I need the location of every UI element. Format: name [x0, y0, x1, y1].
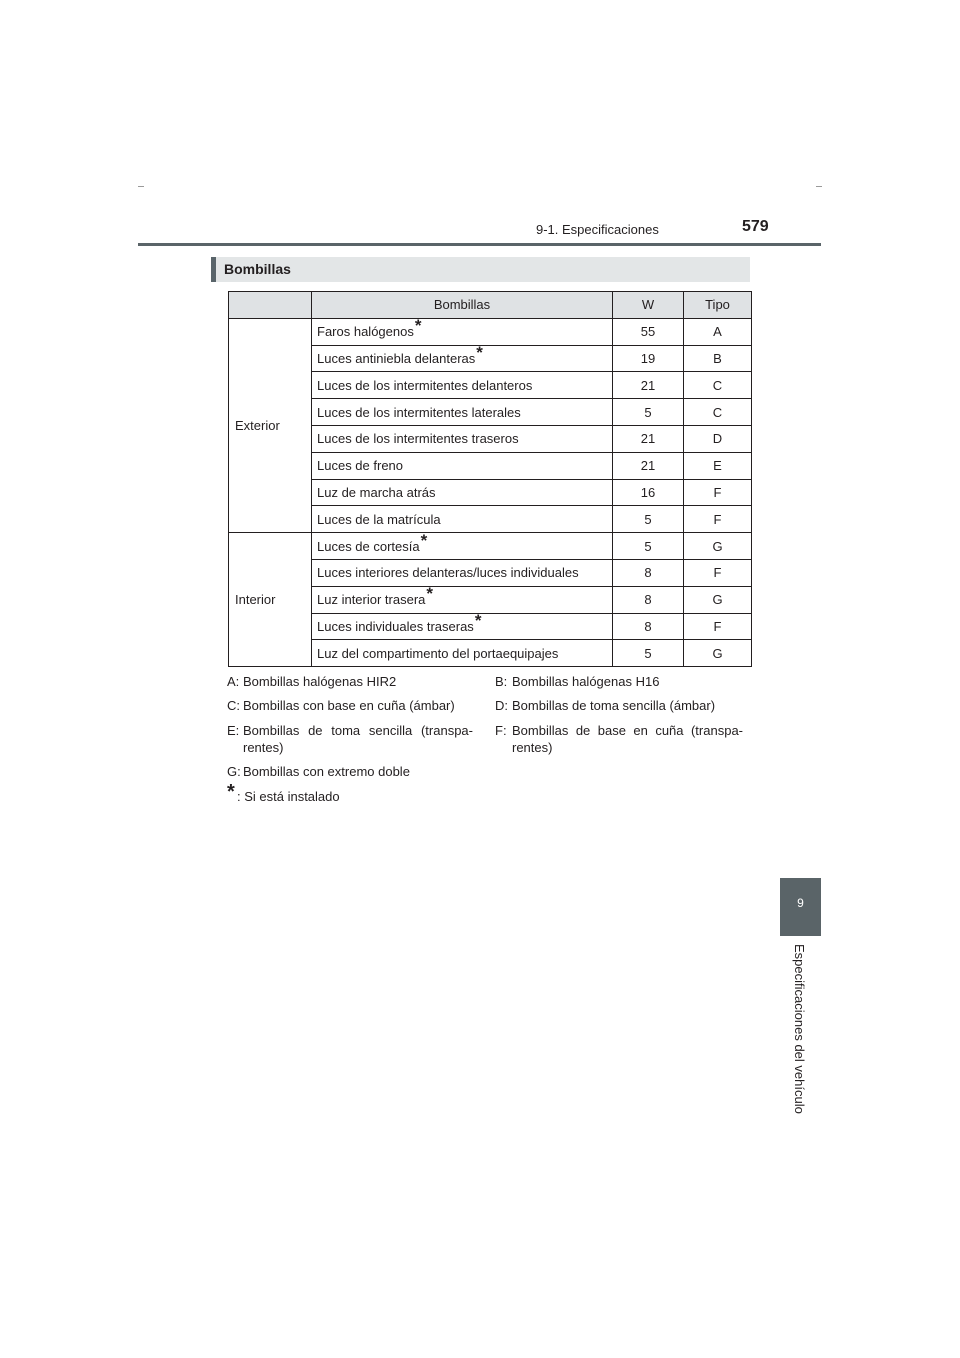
- bulb-name-cell: [312, 530, 613, 560]
- legend-item-a: [227, 673, 477, 690]
- chapter-label: Especificaciones del vehículo: [792, 944, 807, 1114]
- bulb-name: Luces de cortesía: [317, 538, 420, 554]
- table-row: [229, 533, 752, 560]
- type-cell: A: [684, 318, 752, 345]
- watts-cell: 5: [613, 506, 684, 533]
- legend-text-continued: rentes): [512, 740, 553, 755]
- legend-item-b: [495, 673, 750, 690]
- watts-cell: 21: [613, 425, 684, 452]
- bulb-name: Luces de la matrícula: [317, 511, 441, 527]
- legend-text: Bombillas de toma sencilla (transpa-: [243, 723, 473, 738]
- section-title: Bombillas: [224, 261, 291, 277]
- watts-cell: 8: [613, 613, 684, 640]
- section-heading-bar: [211, 257, 750, 282]
- type-cell: G: [684, 586, 752, 613]
- legend-key: B:: [495, 674, 508, 689]
- chapter-number: 9: [797, 896, 804, 910]
- bulb-name-cell: [312, 640, 613, 667]
- bulb-name-cell: [312, 372, 613, 399]
- legend-text: Bombillas halógenas H16: [512, 674, 660, 689]
- type-cell: F: [684, 506, 752, 533]
- watts-cell: 8: [613, 559, 684, 586]
- legend-key: D:: [495, 698, 508, 713]
- group-label-interior: Interior: [229, 533, 312, 667]
- bulb-name: Luces de freno: [317, 458, 404, 474]
- legend-text: Bombillas de toma sencilla (ámbar): [512, 698, 716, 713]
- legend-item-e: [227, 722, 477, 756]
- type-cell: G: [684, 533, 752, 560]
- watts-cell: 5: [613, 533, 684, 560]
- legend-item-f: [495, 722, 750, 756]
- type-cell: C: [684, 399, 752, 426]
- installed-note-asterisk: *: [420, 530, 428, 550]
- bulbs-table: [228, 291, 752, 667]
- legend-text: Bombillas de base en cuña (transpa-: [512, 723, 743, 738]
- bulb-name-cell: [312, 452, 613, 479]
- bulb-name-cell: [312, 610, 613, 640]
- legend-asterisk: *: [227, 781, 235, 803]
- watts-cell: 5: [613, 399, 684, 426]
- watts-cell: 8: [613, 586, 684, 613]
- bulb-name: Luz del compartimento del portaequipajes: [317, 645, 559, 661]
- type-cell: F: [684, 613, 752, 640]
- watts-cell: 21: [613, 372, 684, 399]
- legend-text: Bombillas con extremo doble: [243, 764, 410, 779]
- column-header-type: Tipo: [684, 292, 752, 319]
- type-cell: G: [684, 640, 752, 667]
- legend-item-installed-note: [227, 781, 477, 806]
- watts-cell: 19: [613, 345, 684, 372]
- bulb-name: Luces interiores delanteras/luces individuales: [317, 565, 579, 581]
- watts-cell: 55: [613, 318, 684, 345]
- legend-key: A:: [227, 674, 240, 689]
- chapter-tab: [780, 878, 821, 936]
- bulb-name: Faros halógenos: [317, 324, 414, 340]
- type-cell: B: [684, 345, 752, 372]
- type-cell: D: [684, 425, 752, 452]
- table-row: [229, 318, 752, 345]
- legend-text-continued: rentes): [243, 740, 284, 755]
- legend-item-c: [227, 697, 477, 714]
- bulb-name-cell: [312, 342, 613, 372]
- watts-cell: 21: [613, 452, 684, 479]
- installed-note-asterisk: *: [426, 584, 434, 604]
- bulb-name: Luz interior trasera: [317, 592, 426, 608]
- installed-note-asterisk: *: [476, 342, 483, 362]
- bulb-name-cell: [312, 559, 613, 586]
- legend-item-g: [227, 763, 477, 780]
- bulb-name-cell: [312, 506, 613, 533]
- bulb-name: Luz de marcha atrás: [317, 484, 436, 500]
- group-label-exterior: Exterior: [229, 318, 312, 532]
- legend-key: C:: [227, 698, 240, 713]
- bulb-name: Luces antiniebla delanteras: [317, 350, 476, 366]
- header-section-title: 9-1. Especificaciones: [536, 222, 659, 237]
- table-header-row: [229, 292, 752, 319]
- bulb-name-cell: [312, 399, 613, 426]
- legend-key: F:: [495, 723, 507, 738]
- type-cell: E: [684, 452, 752, 479]
- bulb-name-cell: [312, 479, 613, 506]
- column-header-watts: W: [613, 292, 684, 319]
- installed-note-asterisk: *: [474, 610, 482, 630]
- type-cell: F: [684, 559, 752, 586]
- bulb-name-cell: [312, 586, 613, 613]
- bulb-name-cell: [312, 318, 613, 345]
- bulb-name: Luces de los intermitentes traseros: [317, 431, 519, 447]
- bulb-name: Luces individuales traseras: [317, 618, 474, 634]
- watts-cell: 5: [613, 640, 684, 667]
- crop-mark-right: [816, 186, 822, 187]
- column-header-bulbs: Bombillas: [312, 292, 613, 319]
- legend-item-d: [495, 697, 750, 714]
- legend-key: G:: [227, 764, 241, 779]
- section-heading-accent: [211, 257, 216, 282]
- column-header-group: [229, 292, 312, 319]
- bulb-name: Luces de los intermitentes laterales: [317, 404, 521, 420]
- type-cell: C: [684, 372, 752, 399]
- legend-text: Bombillas halógenas HIR2: [243, 674, 397, 689]
- legend-text: Bombillas con base en cuña (ámbar): [243, 698, 455, 713]
- page-number: 579: [742, 218, 769, 235]
- type-cell: F: [684, 479, 752, 506]
- installed-note-asterisk: *: [414, 316, 422, 336]
- header-rule: [138, 243, 821, 246]
- watts-cell: 16: [613, 479, 684, 506]
- bulb-name-cell: [312, 425, 613, 452]
- crop-mark-left: [138, 186, 144, 187]
- legend-key: E:: [227, 723, 240, 738]
- legend-text: : Si está instalado: [237, 789, 340, 804]
- bulb-name: Luces de los intermitentes delanteros: [317, 377, 533, 393]
